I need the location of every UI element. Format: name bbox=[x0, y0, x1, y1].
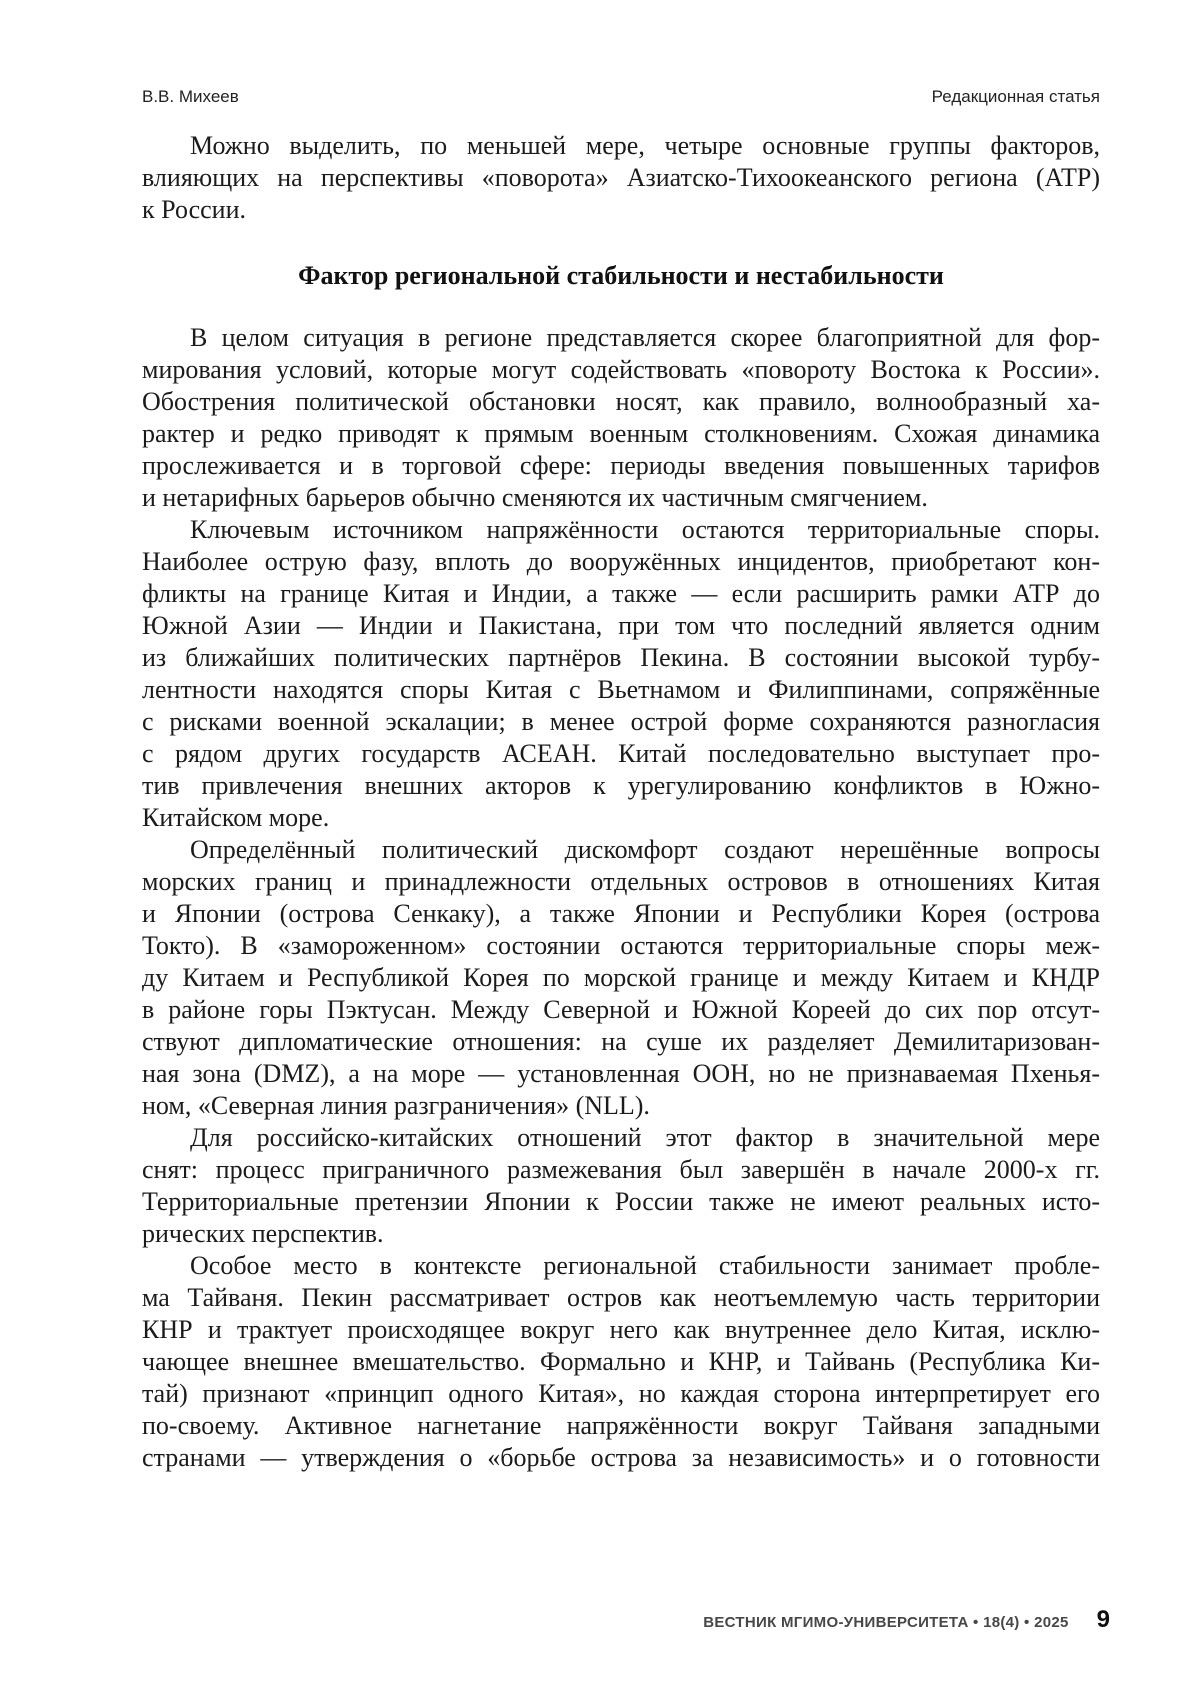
text-line: Китайском море. bbox=[142, 803, 330, 832]
text-line: ная зона (DMZ), а на море — установленная ООН, но не признаваемая Пхенья- bbox=[142, 1059, 1100, 1088]
text-line: влияющих на перспективы «поворота» Азиатско-Тихоокеанского региона (АТР) bbox=[142, 163, 1100, 192]
paragraph bbox=[142, 834, 1100, 1122]
text-line: Определённый политический дискомфорт создают нерешённые вопросы bbox=[190, 835, 1100, 864]
running-header bbox=[142, 87, 1100, 107]
section-heading: Фактор региональной стабильности и нестабильности bbox=[298, 261, 944, 290]
paragraph bbox=[142, 1122, 1100, 1250]
text-line: Для российско-китайских отношений этот фактор в значительной мере bbox=[190, 1123, 1100, 1152]
text-line: Наиболее острую фазу, вплоть до вооружённых инцидентов, приобретают кон- bbox=[142, 547, 1100, 576]
text-line: Особое место в контексте региональной стабильности занимает пробле- bbox=[190, 1251, 1100, 1280]
text-line: ду Китаем и Республикой Корея по морской границе и между Китаем и КНДР bbox=[142, 963, 1100, 992]
text-line: В целом ситуация в регионе представляется скорее благоприятной для фор- bbox=[190, 323, 1100, 352]
text-line: по-своему. Активное нагнетание напряжённости вокруг Тайваня западными bbox=[142, 1411, 1100, 1440]
text-line: тив привлечения внешних акторов к урегулированию конфликтов в Южно- bbox=[142, 771, 1100, 800]
text-line: прослеживается и в торговой сфере: периоды введения повышенных тарифов bbox=[142, 451, 1100, 480]
text-line: Территориальные претензии Японии к России также не имеют реальных исто- bbox=[142, 1187, 1100, 1216]
page-number: 9 bbox=[1096, 1606, 1110, 1633]
paragraph bbox=[142, 322, 1100, 514]
text-line: с рисками военной эскалации; в менее острой форме сохраняются разногласия bbox=[142, 707, 1100, 736]
text-line: чающее внешнее вмешательство. Формально и КНР, и Тайвань (Республика Ки- bbox=[142, 1347, 1100, 1376]
text-line: Токто). В «замороженном» состоянии остаются территориальные споры меж- bbox=[142, 931, 1100, 960]
text-line: морских границ и принадлежности отдельных островов в отношениях Китая bbox=[142, 867, 1100, 896]
text-line: фликты на границе Китая и Индии, а также — если расширить рамки АТР до bbox=[142, 579, 1100, 608]
text-line: к России. bbox=[142, 195, 246, 224]
paragraph bbox=[142, 1250, 1100, 1474]
paragraph bbox=[142, 130, 1100, 226]
text-line: лентности находятся споры Китая с Вьетнамом и Филиппинами, сопряжённые bbox=[142, 675, 1100, 704]
paragraph bbox=[142, 514, 1100, 834]
author-name: В.В. Михеев bbox=[142, 87, 239, 106]
text-line: Южной Азии — Индии и Пакистана, при том что последний является одним bbox=[142, 611, 1100, 640]
text-line: рических перспектив. bbox=[142, 1219, 384, 1248]
text-line: Обострения политической обстановки носят, как правило, волнообразный ха- bbox=[142, 387, 1100, 416]
running-footer bbox=[142, 1606, 1110, 1634]
text-line: КНР и трактует происходящее вокруг него как внутреннее дело Китая, исклю- bbox=[142, 1315, 1100, 1344]
text-line: и Японии (острова Сенкаку), а также Японии и Республики Корея (острова bbox=[142, 899, 1100, 928]
article-body bbox=[142, 130, 1100, 1474]
text-line: рактер и редко приводят к прямым военным столкновениям. Схожая динамика bbox=[142, 419, 1100, 448]
text-line: Можно выделить, по меньшей мере, четыре основные группы факторов, bbox=[190, 131, 1100, 160]
text-line: ном, «Северная линия разграничения» (NLL). bbox=[142, 1091, 650, 1120]
text-line: и нетарифных барьеров обычно сменяются их частичным смягчением. bbox=[142, 483, 928, 512]
text-line: тай) признают «принцип одного Китая», но каждая сторона интерпретирует его bbox=[142, 1379, 1100, 1408]
journal-reference: ВЕСТНИК МГИМО-УНИВЕРСИТЕТА • 18(4) • 2025 bbox=[703, 1614, 1069, 1631]
text-line: в районе горы Пэктусан. Между Северной и Южной Кореей до сих пор отсут- bbox=[142, 995, 1100, 1024]
section-label: Редакционная статья bbox=[931, 87, 1100, 106]
text-line: странами — утверждения о «борьбе острова за независимость» и о готовности bbox=[142, 1443, 1100, 1472]
text-line: с рядом других государств АСЕАН. Китай последовательно выступает про- bbox=[142, 739, 1100, 768]
text-line: снят: процесс приграничного размежевания был завершён в начале 2000-х гг. bbox=[142, 1155, 1100, 1184]
text-line: Ключевым источником напряжённости остаются территориальные споры. bbox=[190, 515, 1100, 544]
text-line: ствуют дипломатические отношения: на суше их разделяет Демилитаризован- bbox=[142, 1027, 1100, 1056]
text-line: мирования условий, которые могут содействовать «повороту Востока к России». bbox=[142, 355, 1100, 384]
text-line: ма Тайваня. Пекин рассматривает остров как неотъемлемую часть территории bbox=[142, 1283, 1100, 1312]
text-line: из ближайших политических партнёров Пекина. В состоянии высокой турбу- bbox=[142, 643, 1100, 672]
